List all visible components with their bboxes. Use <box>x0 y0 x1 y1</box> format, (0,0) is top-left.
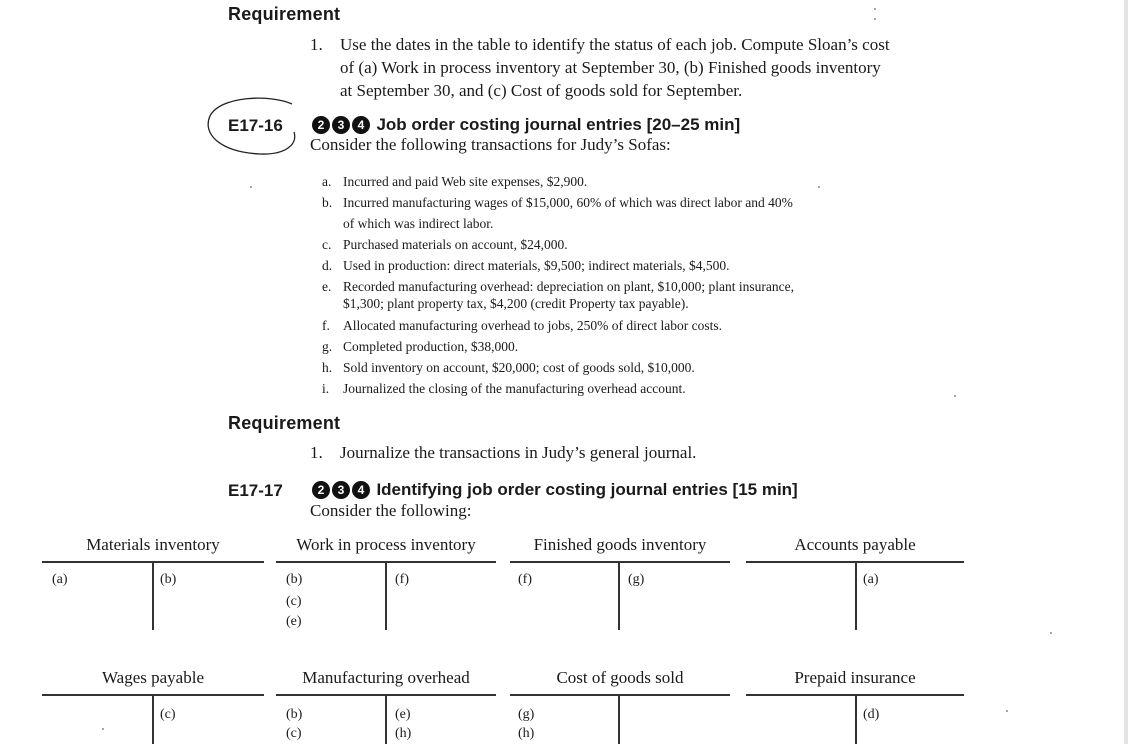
exercise-title: Job order costing journal entries [20–25 min] <box>376 115 741 134</box>
transaction-item <box>322 171 902 192</box>
requirement-heading-2: Requirement <box>228 413 341 433</box>
t-account-vertical-rule <box>855 695 857 744</box>
t-account-credit-entry: (g) <box>628 572 645 587</box>
t-account-credit-entry: (d) <box>863 707 880 722</box>
transaction-list <box>322 171 902 401</box>
exercise-intro: Consider the following: <box>310 501 472 520</box>
t-account-vertical-rule <box>618 695 620 744</box>
transaction-letter: c. <box>322 237 332 252</box>
t-account-vertical-rule <box>618 562 620 630</box>
transaction-letter: i. <box>322 381 330 396</box>
requirement-number: 1. <box>310 35 323 54</box>
requirement-heading-1: Requirement <box>228 4 341 24</box>
transaction-text: of which was indirect labor. <box>343 216 494 231</box>
requirement-line: of (a) Work in process inventory at September 30, (b) Finished goods inventory <box>340 58 881 77</box>
t-account-credit-entry: (f) <box>395 572 409 587</box>
transaction-item <box>322 276 902 314</box>
requirement-item-2 <box>310 441 990 465</box>
learning-objective-badge: 2 <box>312 481 330 499</box>
transaction-item <box>322 315 902 336</box>
transaction-item <box>322 255 902 276</box>
t-account-debit-entry: (c) <box>286 726 302 741</box>
scan-speck <box>954 395 956 397</box>
transaction-item <box>322 336 902 357</box>
t-account-title: Accounts payable <box>794 535 916 554</box>
t-account-vertical-rule <box>152 562 154 630</box>
transaction-letter: b. <box>322 195 333 210</box>
t-account-debit-entry: (b) <box>286 572 303 587</box>
transaction-text: Journalized the closing of the manufacturing overhead account. <box>343 381 686 396</box>
transaction-text: $1,300; plant property tax, $4,200 (credit Property tax payable). <box>343 296 689 311</box>
scan-speck <box>1006 710 1008 712</box>
transaction-text: Completed production, $38,000. <box>343 339 519 354</box>
t-account-vertical-rule <box>152 695 154 744</box>
transaction-text: Sold inventory on account, $20,000; cost of goods sold, $10,000. <box>343 360 695 375</box>
scan-speck <box>874 8 876 10</box>
scan-speck <box>874 18 876 20</box>
requirement-line: at September 30, and (c) Cost of goods sold for September. <box>340 81 743 100</box>
requirement-line: Journalize the transactions in Judy’s general journal. <box>340 443 697 462</box>
transaction-text: Incurred manufacturing wages of $15,000, 60% of which was direct labor and 40% <box>343 195 793 210</box>
transaction-letter: a. <box>322 174 332 189</box>
transaction-letter: d. <box>322 258 333 273</box>
t-account-debit-entry: (b) <box>286 707 303 722</box>
t-account-credit-entry: (a) <box>863 572 879 587</box>
requirement-item-1 <box>310 33 990 103</box>
t-account-title: Manufacturing overhead <box>302 668 470 687</box>
transaction-text: Purchased materials on account, $24,000. <box>343 237 568 252</box>
t-account-credit-entry: (b) <box>160 572 177 587</box>
exercise-id-e17-17: E17-17 <box>228 481 283 500</box>
scan-speck <box>102 728 104 730</box>
learning-objective-badge: 4 <box>352 116 370 134</box>
t-account-title: Wages payable <box>102 668 204 687</box>
t-account-horizontal-rule <box>510 561 730 563</box>
exercise-header-e17-17 <box>312 480 798 500</box>
transaction-letter: h. <box>322 360 333 375</box>
exercise-id-e17-16: E17-16 <box>228 116 283 135</box>
t-account-title: Prepaid insurance <box>794 668 916 687</box>
t-account-debit-entry: (c) <box>286 594 302 609</box>
exercise-header-e17-16 <box>312 115 740 135</box>
scan-speck <box>1050 632 1052 634</box>
t-account-title: Materials inventory <box>86 535 220 554</box>
t-account-debit-entry: (f) <box>518 572 532 587</box>
transaction-item <box>322 357 902 378</box>
transaction-letter: e. <box>322 279 332 294</box>
t-account-debit-entry: (g) <box>518 707 535 722</box>
t-account-title: Cost of goods sold <box>556 668 684 687</box>
requirement-line: Use the dates in the table to identify the status of each job. Compute Sloan’s cost <box>340 35 890 54</box>
scan-edge-shadow <box>1124 0 1128 744</box>
learning-objective-badge: 2 <box>312 116 330 134</box>
t-account-debit-entry: (e) <box>286 614 302 629</box>
transaction-item <box>322 234 902 255</box>
scan-speck <box>818 186 820 188</box>
transaction-letter: g. <box>322 339 333 354</box>
t-account-title: Finished goods inventory <box>533 535 707 554</box>
transaction-letter: f. <box>322 318 330 333</box>
requirement-number: 1. <box>310 443 323 462</box>
transaction-item <box>322 192 902 234</box>
transaction-item <box>322 378 902 399</box>
t-account-title: Work in process inventory <box>296 535 476 554</box>
t-account-vertical-rule <box>855 562 857 630</box>
transaction-text: Recorded manufacturing overhead: depreciation on plant, $10,000; plant insurance, <box>343 279 794 294</box>
t-account-credit-entry: (h) <box>395 726 412 741</box>
transaction-text: Allocated manufacturing overhead to jobs, 250% of direct labor costs. <box>343 318 723 333</box>
t-account-credit-entry: (e) <box>395 707 411 722</box>
learning-objective-badge: 3 <box>332 481 350 499</box>
t-account-vertical-rule <box>385 695 387 744</box>
exercise-title: Identifying job order costing journal entries [15 min] <box>376 480 798 499</box>
t-account-debit-entry: (a) <box>52 572 68 587</box>
transaction-text: Used in production: direct materials, $9,500; indirect materials, $4,500. <box>343 258 730 273</box>
transaction-text: Incurred and paid Web site expenses, $2,900. <box>343 174 588 189</box>
t-account-vertical-rule <box>385 562 387 630</box>
learning-objective-badge: 4 <box>352 481 370 499</box>
t-account-horizontal-rule <box>510 694 730 696</box>
learning-objective-badge: 3 <box>332 116 350 134</box>
scan-speck <box>250 186 252 188</box>
exercise-intro: Consider the following transactions for Judy’s Sofas: <box>310 135 671 154</box>
t-account-credit-entry: (c) <box>160 707 176 722</box>
t-account-debit-entry: (h) <box>518 726 535 741</box>
